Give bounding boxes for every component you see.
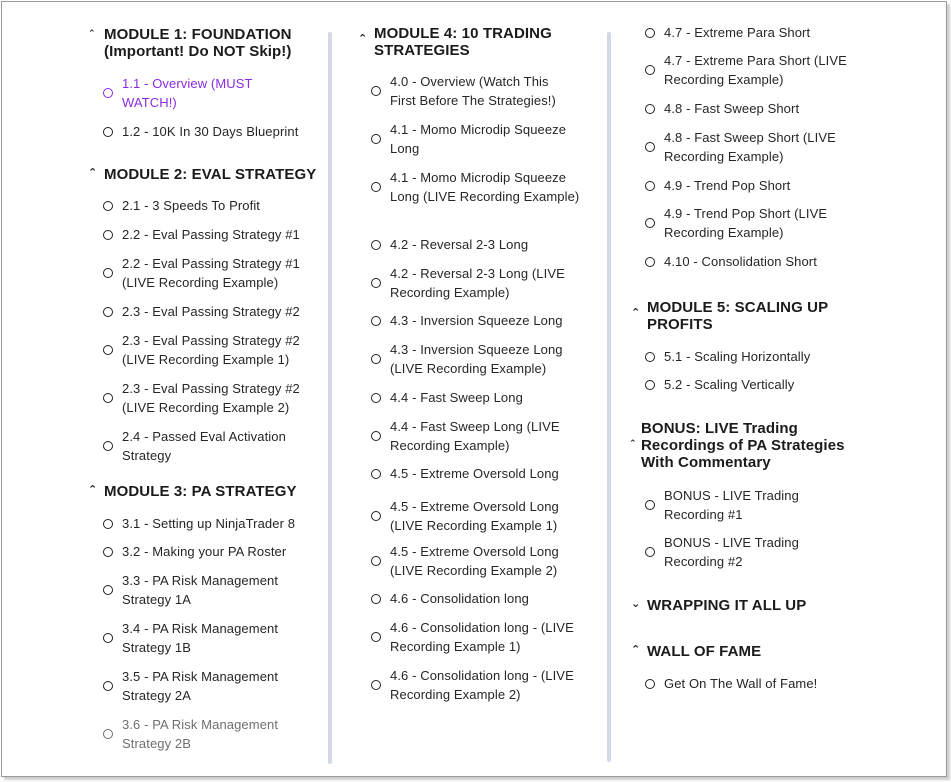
circle-icon (371, 240, 381, 250)
chevron-up-icon: ⌃ (358, 33, 368, 45)
lesson-4-8[interactable]: 4.8 - Fast Sweep Short (645, 99, 865, 118)
lesson-4-9-live[interactable]: 4.9 - Trend Pop Short (LIVE Recording Example) (645, 204, 865, 242)
lesson-1-2[interactable]: 1.2 - 10K In 30 Days Blueprint (103, 122, 323, 141)
lesson-3-5[interactable]: 3.5 - PA Risk Management Strategy 2A (103, 667, 303, 705)
lesson-4-7-live[interactable]: 4.7 - Extreme Para Short (LIVE Recording Example) (645, 51, 865, 89)
circle-icon (645, 547, 655, 557)
circle-icon (645, 104, 655, 114)
circle-icon (371, 511, 381, 521)
circle-icon (371, 680, 381, 690)
circle-icon (103, 441, 113, 451)
circle-icon (103, 393, 113, 403)
lesson-4-5-live-1[interactable]: 4.5 - Extreme Oversold Long (LIVE Recording Example 1) (371, 497, 581, 535)
circle-icon (371, 354, 381, 364)
circle-icon (371, 594, 381, 604)
circle-icon (371, 86, 381, 96)
lesson-3-1[interactable]: 3.1 - Setting up NinjaTrader 8 (103, 514, 323, 533)
circle-icon (645, 679, 655, 689)
circle-icon (103, 729, 113, 739)
circle-icon (371, 316, 381, 326)
lesson-4-8-live[interactable]: 4.8 - Fast Sweep Short (LIVE Recording Example) (645, 128, 865, 166)
lesson-4-0[interactable]: 4.0 - Overview (Watch This First Before The Strategies!) (371, 72, 571, 110)
circle-icon (103, 307, 113, 317)
circle-icon (103, 127, 113, 137)
lesson-4-5-live-2[interactable]: 4.5 - Extreme Oversold Long (LIVE Recording Example 2) (371, 542, 581, 580)
course-curriculum-panel (1, 1, 947, 777)
circle-icon (103, 345, 113, 355)
lesson-3-2[interactable]: 3.2 - Making your PA Roster (103, 542, 323, 561)
circle-icon (645, 28, 655, 38)
lesson-2-4[interactable]: 2.4 - Passed Eval Activation Strategy (103, 427, 323, 465)
circle-icon (103, 268, 113, 278)
circle-icon (103, 681, 113, 691)
chevron-up-icon: ⌃ (88, 28, 96, 38)
circle-icon (645, 181, 655, 191)
lesson-2-3-live-2[interactable]: 2.3 - Eval Passing Strategy #2 (LIVE Recording Example 2) (103, 379, 323, 417)
lesson-4-2-live[interactable]: 4.2 - Reversal 2-3 Long (LIVE Recording Example) (371, 264, 581, 302)
module-2-header[interactable]: ⌃ MODULE 2: EVAL STRATEGY (88, 166, 317, 183)
lesson-5-1[interactable]: 5.1 - Scaling Horizontally (645, 347, 865, 366)
circle-icon (371, 393, 381, 403)
lesson-3-3[interactable]: 3.3 - PA Risk Management Strategy 1A (103, 571, 303, 609)
circle-icon (371, 182, 381, 192)
circle-icon (645, 352, 655, 362)
lesson-3-6[interactable]: 3.6 - PA Risk Management Strategy 2B (103, 715, 303, 753)
circle-icon (645, 65, 655, 75)
lesson-4-6-live-2[interactable]: 4.6 - Consolidation long - (LIVE Recording Example 2) (371, 666, 581, 704)
circle-icon (371, 632, 381, 642)
circle-icon (371, 469, 381, 479)
lesson-4-4-live[interactable]: 4.4 - Fast Sweep Long (LIVE Recording Example) (371, 417, 581, 455)
circle-icon (645, 500, 655, 510)
circle-icon (645, 142, 655, 152)
lesson-4-7[interactable]: 4.7 - Extreme Para Short (645, 23, 865, 42)
chevron-up-icon: ⌃ (631, 307, 641, 319)
column-divider (607, 32, 611, 762)
lesson-4-9[interactable]: 4.9 - Trend Pop Short (645, 176, 865, 195)
lesson-2-1[interactable]: 2.1 - 3 Speeds To Profit (103, 196, 323, 215)
lesson-4-3-live[interactable]: 4.3 - Inversion Squeeze Long (LIVE Recording Example) (371, 340, 581, 378)
chevron-up-icon: ⌃ (88, 167, 98, 179)
wall-of-fame-lesson[interactable]: Get On The Wall of Fame! (645, 674, 865, 693)
circle-icon (371, 134, 381, 144)
lesson-2-3[interactable]: 2.3 - Eval Passing Strategy #2 (103, 302, 323, 321)
circle-icon (645, 218, 655, 228)
chevron-up-icon: ⌃ (629, 438, 637, 448)
chevron-up-icon: ⌃ (631, 644, 641, 656)
circle-icon (103, 585, 113, 595)
column-divider (328, 32, 332, 764)
circle-icon (645, 257, 655, 267)
lesson-5-2[interactable]: 5.2 - Scaling Vertically (645, 375, 865, 394)
chevron-down-icon: ⌄ (631, 598, 641, 610)
circle-icon (103, 519, 113, 529)
circle-icon (103, 88, 113, 98)
wall-of-fame-header[interactable]: ⌃ WALL OF FAME (631, 643, 762, 660)
module-3-header[interactable]: ⌃ MODULE 3: PA STRATEGY (88, 483, 297, 500)
bonus-lesson-1[interactable]: BONUS - LIVE Trading Recording #1 (645, 486, 845, 524)
lesson-1-1[interactable]: 1.1 - Overview (MUST WATCH!) (103, 74, 303, 112)
bonus-module-header[interactable]: ⌃ BONUS: LIVE Trading Recordings of PA Strategies With Commentary (629, 420, 845, 471)
lesson-2-3-live-1[interactable]: 2.3 - Eval Passing Strategy #2 (LIVE Recording Example 1) (103, 331, 323, 369)
lesson-2-2-live[interactable]: 2.2 - Eval Passing Strategy #1 (LIVE Recording Example) (103, 254, 323, 292)
circle-icon (103, 633, 113, 643)
lesson-4-1-live[interactable]: 4.1 - Momo Microdip Squeeze Long (LIVE Recording Example) (371, 168, 581, 206)
lesson-4-10[interactable]: 4.10 - Consolidation Short (645, 252, 865, 271)
circle-icon (103, 201, 113, 211)
module-5-header[interactable]: ⌃ MODULE 5: SCALING UP PROFITS (631, 299, 829, 333)
circle-icon (371, 278, 381, 288)
lesson-4-5[interactable]: 4.5 - Extreme Oversold Long (371, 464, 581, 483)
circle-icon (371, 431, 381, 441)
lesson-2-2[interactable]: 2.2 - Eval Passing Strategy #1 (103, 225, 323, 244)
circle-icon (103, 230, 113, 240)
lesson-4-4[interactable]: 4.4 - Fast Sweep Long (371, 388, 581, 407)
lesson-4-6-live-1[interactable]: 4.6 - Consolidation long - (LIVE Recording Example 1) (371, 618, 581, 656)
module-1-header[interactable]: ⌃ MODULE 1: FOUNDATION (Important! Do NOT Skip!) (88, 26, 292, 60)
bonus-lesson-2[interactable]: BONUS - LIVE Trading Recording #2 (645, 533, 845, 571)
lesson-4-3[interactable]: 4.3 - Inversion Squeeze Long (371, 311, 581, 330)
module-4-header[interactable]: ⌃ MODULE 4: 10 TRADING STRATEGIES (358, 25, 552, 59)
lesson-4-6[interactable]: 4.6 - Consolidation long (371, 589, 581, 608)
wrapping-module-header[interactable]: ⌄ WRAPPING IT ALL UP (631, 597, 807, 614)
circle-icon (371, 556, 381, 566)
lesson-4-1[interactable]: 4.1 - Momo Microdip Squeeze Long (371, 120, 581, 158)
chevron-up-icon: ⌃ (88, 484, 98, 496)
circle-icon (103, 547, 113, 557)
circle-icon (645, 380, 655, 390)
lesson-4-2[interactable]: 4.2 - Reversal 2-3 Long (371, 235, 581, 254)
lesson-3-4[interactable]: 3.4 - PA Risk Management Strategy 1B (103, 619, 303, 657)
